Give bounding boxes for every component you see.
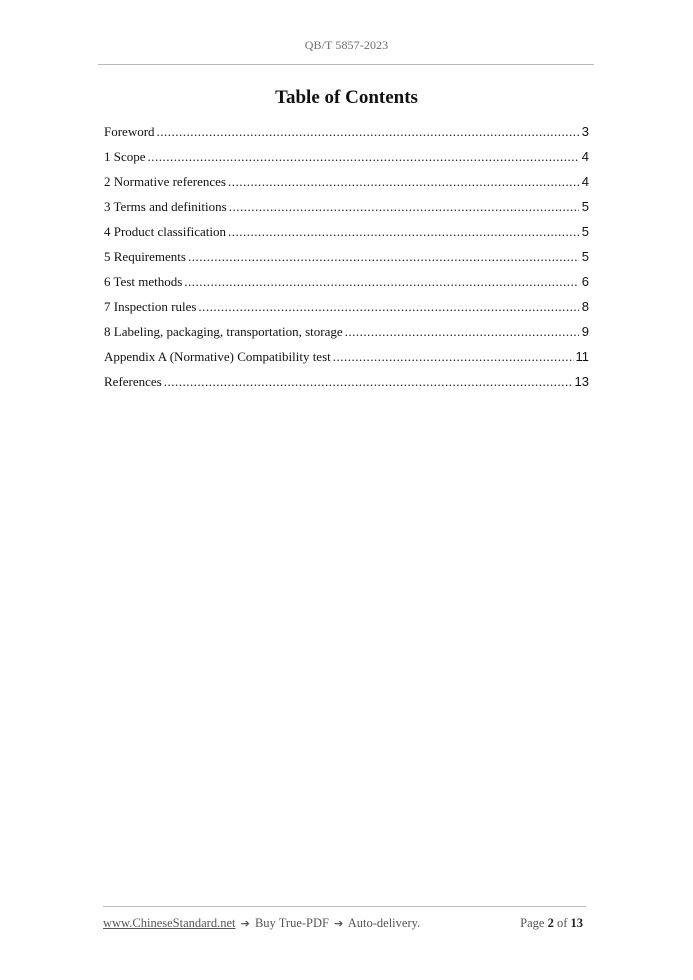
toc-entry-label: 4 Product classification (104, 224, 227, 239)
dot-leader (333, 347, 574, 367)
toc-entry-page-number: 5 (581, 249, 589, 264)
current-page-number: 2 (547, 916, 554, 930)
dot-leader (228, 172, 579, 192)
dot-leader (184, 272, 579, 292)
toc-entry-foreword[interactable] (104, 122, 589, 147)
footer-divider (103, 906, 586, 907)
dot-leader (345, 322, 579, 342)
page-indicator (520, 916, 583, 931)
right-arrow-icon: ➔ (240, 917, 250, 930)
toc-entry-label: 8 Labeling, packaging, transportation, storage (104, 324, 343, 339)
toc-entry-test-methods[interactable] (104, 272, 589, 297)
page-header (0, 38, 693, 53)
toc-entry-label: 2 Normative references (104, 174, 226, 189)
toc-list (104, 122, 589, 397)
toc-entry-page-number: 9 (581, 324, 589, 339)
toc-entry-page-number: 4 (581, 149, 589, 164)
toc-entry-inspection-rules[interactable] (104, 297, 589, 322)
toc-entry-page-number: 11 (575, 349, 589, 364)
dot-leader (148, 147, 579, 167)
toc-entry-label: References (104, 374, 162, 389)
right-arrow-icon: ➔ (334, 917, 344, 930)
toc-title: Table of Contents (275, 87, 418, 108)
toc-entry-appendix-a[interactable] (104, 347, 589, 372)
toc-entry-page-number: 6 (581, 274, 589, 289)
toc-entry-labeling-packaging[interactable] (104, 322, 589, 347)
dot-leader (229, 197, 579, 217)
dot-leader (164, 372, 573, 392)
toc-entry-page-number: 13 (574, 374, 589, 389)
toc-entry-label: 1 Scope (104, 149, 146, 164)
toc-entry-references[interactable] (104, 372, 589, 397)
toc-entry-label: Appendix A (Normative) Compatibility test (104, 349, 331, 364)
toc-entry-requirements[interactable] (104, 247, 589, 272)
auto-delivery-text: Auto-delivery. (347, 916, 421, 930)
toc-entry-normative-references[interactable] (104, 172, 589, 197)
toc-entry-label: 5 Requirements (104, 249, 186, 264)
toc-entry-page-number: 3 (581, 124, 589, 139)
footer-promo (103, 916, 420, 931)
total-pages-number: 13 (570, 916, 583, 930)
toc-entry-page-number: 4 (581, 174, 589, 189)
toc-entry-label: 3 Terms and definitions (104, 199, 227, 214)
toc-entry-scope[interactable] (104, 147, 589, 172)
dot-leader (228, 222, 579, 242)
toc-entry-label: 6 Test methods (104, 274, 183, 289)
header-divider (98, 64, 594, 65)
site-link[interactable]: www.ChineseStandard.net (103, 916, 236, 930)
dot-leader (157, 122, 579, 142)
page-word: Page (520, 916, 545, 930)
buy-true-pdf-text: Buy True-PDF (254, 916, 329, 930)
standard-code: QB/T 5857-2023 (304, 38, 389, 52)
toc-entry-page-number: 5 (581, 199, 589, 214)
dot-leader (198, 297, 579, 317)
toc-entry-page-number: 5 (581, 224, 589, 239)
toc-entry-terms-and-definitions[interactable] (104, 197, 589, 222)
of-word: of (556, 916, 568, 930)
toc-entry-label: Foreword (104, 124, 155, 139)
toc-entry-label: 7 Inspection rules (104, 299, 197, 314)
toc-entry-page-number: 8 (581, 299, 589, 314)
dot-leader (188, 247, 579, 267)
toc-entry-product-classification[interactable] (104, 222, 589, 247)
